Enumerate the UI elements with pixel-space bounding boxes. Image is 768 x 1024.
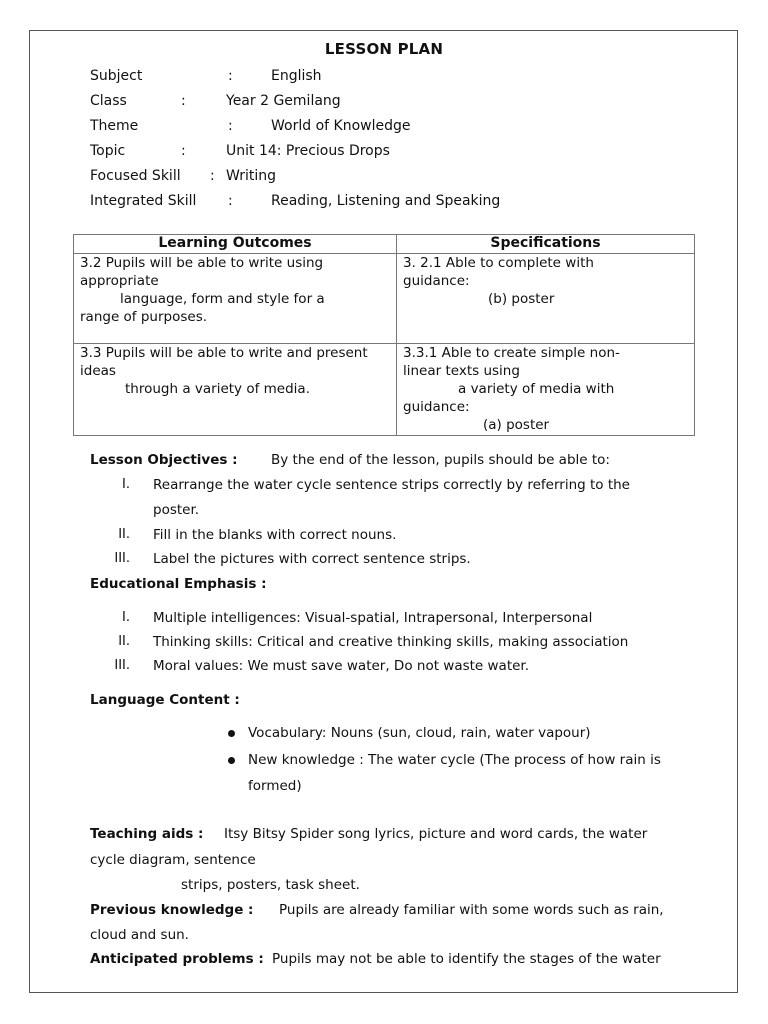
meta-label: Topic (90, 143, 126, 159)
cell-line: through a variety of media. (125, 381, 310, 397)
previous-knowledge-text: Pupils are already familiar with some words such as rain, (279, 902, 664, 918)
cell-line: guidance: (403, 273, 470, 289)
bullet-icon (228, 730, 235, 737)
teaching-aids-text: Itsy Bitsy Spider song lyrics, picture and word cards, the water (224, 826, 648, 842)
table-cell-outcome (74, 254, 397, 344)
teaching-aids-label: Teaching aids : (90, 826, 204, 842)
list-item: Multiple intelligences: Visual-spatial, Intrapersonal, Interpersonal (153, 610, 593, 626)
cell-line: (b) poster (488, 291, 555, 307)
previous-knowledge-text: cloud and sun. (90, 927, 189, 943)
list-item-continuation: poster. (153, 502, 200, 518)
anticipated-problems-text: Pupils may not be able to identify the stages of the water (272, 951, 661, 967)
cell-line: 3.2 Pupils will be able to write using appropriate (80, 255, 324, 289)
list-item: Vocabulary: Nouns (sun, cloud, rain, water vapour) (248, 725, 591, 741)
bullet-icon (228, 757, 235, 764)
list-number: I. (122, 477, 130, 492)
header-specifications: Specifications (397, 235, 695, 254)
meta-colon: : (228, 68, 233, 84)
meta-value: World of Knowledge (271, 118, 411, 134)
meta-value: Reading, Listening and Speaking (271, 193, 501, 209)
page-title: LESSON PLAN (324, 40, 444, 58)
list-number: II. (118, 527, 130, 542)
meta-value: Unit 14: Precious Drops (226, 143, 390, 159)
teaching-aids-text: strips, posters, task sheet. (181, 877, 360, 893)
meta-colon: : (210, 168, 215, 184)
list-item: Label the pictures with correct sentence strips. (153, 551, 471, 567)
previous-knowledge-label: Previous knowledge : (90, 902, 254, 918)
list-item: Moral values: We must save water, Do not waste water. (153, 658, 530, 674)
cell-line: guidance: (403, 399, 470, 415)
cell-line: 3.3.1 Able to create simple non- (403, 345, 620, 361)
table-cell-specification (397, 254, 695, 344)
emphasis-heading: Educational Emphasis : (90, 576, 267, 592)
meta-label: Focused Skill (90, 168, 181, 184)
cell-line: 3. 2.1 Able to complete with (403, 255, 594, 271)
table-cell-outcome (74, 344, 397, 436)
objectives-heading: Lesson Objectives : (90, 452, 238, 468)
cell-line: a variety of media with (458, 381, 615, 397)
meta-value: Writing (226, 168, 276, 184)
list-item: Fill in the blanks with correct nouns. (153, 527, 397, 543)
learning-outcomes-table (73, 234, 695, 436)
meta-label: Integrated Skill (90, 193, 197, 209)
meta-value: Year 2 Gemilang (226, 93, 341, 109)
objectives-intro: By the end of the lesson, pupils should be able to: (271, 452, 610, 468)
anticipated-problems-label: Anticipated problems : (90, 951, 264, 967)
meta-label: Subject (90, 68, 143, 84)
list-number: II. (118, 634, 130, 649)
cell-line: (a) poster (483, 417, 550, 433)
language-heading: Language Content : (90, 692, 240, 708)
meta-label: Theme (90, 118, 139, 134)
list-item: New knowledge : The water cycle (The process of how rain is (248, 752, 661, 768)
meta-value: English (271, 68, 322, 84)
meta-colon: : (181, 93, 186, 109)
table-header-row (74, 235, 695, 254)
table-cell-specification (397, 344, 695, 436)
list-item: Rearrange the water cycle sentence strips correctly by referring to the (153, 477, 630, 493)
meta-colon: : (228, 193, 233, 209)
meta-colon: : (181, 143, 186, 159)
table-row (74, 344, 695, 436)
list-number: I. (122, 610, 130, 625)
list-item-continuation: formed) (248, 778, 302, 794)
list-number: III. (114, 658, 130, 673)
meta-colon: : (228, 118, 233, 134)
cell-line: linear texts using (403, 363, 520, 379)
table-row (74, 254, 695, 344)
meta-label: Class (90, 93, 127, 109)
list-number: III. (114, 551, 130, 566)
cell-line: language, form and style for a (120, 291, 325, 307)
list-item: Thinking skills: Critical and creative thinking skills, making association (153, 634, 629, 650)
cell-line: 3.3 Pupils will be able to write and present ideas (80, 345, 368, 379)
teaching-aids-text: cycle diagram, sentence (90, 852, 256, 868)
cell-line: range of purposes. (80, 309, 208, 325)
header-learning-outcomes: Learning Outcomes (74, 235, 397, 254)
